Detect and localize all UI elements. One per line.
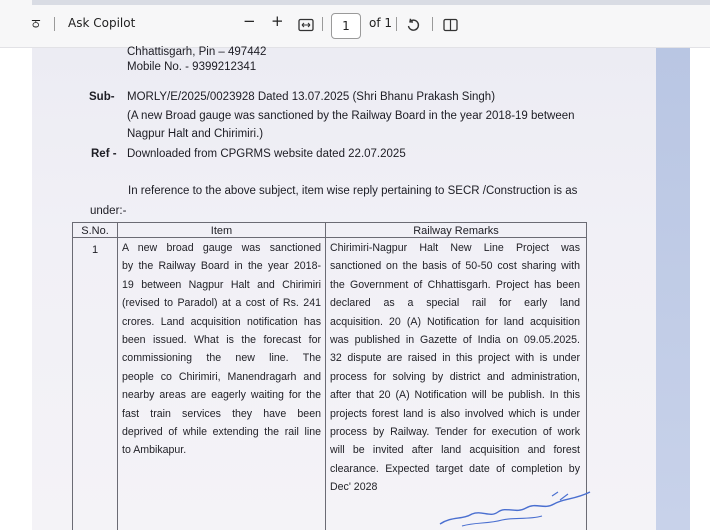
toolbar-separator (432, 17, 433, 31)
fit-width-icon[interactable] (298, 18, 314, 32)
rotate-icon[interactable] (405, 17, 421, 33)
remark-line: sanctioned on the basis of 50-50 cost sharing with (330, 260, 580, 273)
toolbar-separator (396, 17, 397, 31)
remark-line: was published in Gazette of India on 09.05.2025. (330, 334, 580, 347)
remark-line: the Government of Chhattisgarh. Project has been (330, 278, 580, 291)
remark-line: after that 20 (A) Notification will be publish. In this (330, 389, 580, 402)
pdf-toolbar (0, 0, 710, 48)
item-line: A new broad gauge was sanctioned (122, 242, 321, 254)
item-line: commissioning the new line. The (122, 352, 321, 365)
item-line: people co Chirimiri, Manendragarh and (122, 370, 321, 383)
toolbar-top-strip (32, 0, 710, 5)
subject-line: (A new Broad gauge was sanctioned by the Railway Board in the year 2018-19 between (127, 110, 575, 122)
intro-line: In reference to the above subject, item wise reply pertaining to SECR /Construction is as (128, 185, 578, 197)
item-line: to Ambikapur. (122, 444, 187, 457)
item-line: fast train services they have been (122, 407, 321, 420)
ask-copilot-button[interactable]: Ask Copilot (68, 16, 136, 30)
subject-line: MORLY/E/2025/0023928 Dated 13.07.2025 (Shri Bhanu Prakash Singh) (127, 91, 496, 103)
viewer-left-margin (0, 48, 32, 530)
item-line: been issued. What is the forecast for (122, 334, 321, 347)
remark-line: Dec' 2028 (330, 481, 378, 494)
toolbar-separator (322, 17, 323, 31)
subject-line: Nagpur Halt and Chirimiri.) (127, 128, 264, 140)
scanned-letter-page (32, 48, 656, 530)
remark-line: acquisition. 20 (A) Notification for land acquisition (330, 315, 580, 328)
table-border-left (72, 222, 73, 530)
viewer-right-panel (656, 48, 690, 530)
item-line: nearby areas are eagerly waiting for the (122, 389, 321, 402)
item-line: by the Railway Board in the year 2018- (122, 260, 321, 273)
page-number-input[interactable]: 1 (331, 13, 361, 39)
item-line: (revised to Paradol) at a cost of Rs. 241 (122, 297, 321, 310)
table-col-divider (117, 222, 118, 530)
item-line: 19 between Nagpur Halt and Chirimiri (122, 278, 321, 291)
remark-line: projects forest land is also involved which is under (330, 407, 580, 420)
row-sno: 1 (91, 244, 99, 256)
header-remarks: Railway Remarks (413, 225, 499, 237)
zoom-out-button[interactable]: − (243, 12, 256, 30)
dual-page-icon[interactable] (443, 18, 458, 32)
toolbar-glyph[interactable]: ਠ (32, 16, 40, 30)
remark-line: process by Railway. Tender for execution of work (330, 426, 580, 439)
row-item-text (122, 239, 321, 460)
remark-line: Chirimiri-Nagpur Halt New Line Project was (330, 242, 580, 254)
remark-line: 32 dispute are raised in this project with is under (330, 352, 580, 365)
toolbar-separator (54, 17, 55, 31)
intro-line: under:- (90, 205, 127, 217)
reference-label: Ref - (91, 148, 117, 160)
table-border-top (72, 222, 587, 223)
table-border-right (586, 222, 587, 530)
row-remarks-text (330, 239, 580, 497)
remark-line: process for solving by district and administration, (330, 370, 580, 383)
document-viewport[interactable] (0, 48, 710, 530)
remark-line: clearance. Expected target date of completion by (330, 462, 580, 475)
item-line: deprived of while extending the rail line (122, 426, 321, 439)
subject-label: Sub- (89, 91, 115, 103)
header-item: Item (210, 225, 233, 237)
handwritten-signature (432, 486, 602, 530)
remark-line: declared as a special rail for early land (330, 297, 580, 310)
remark-line: will be invited after land acquisition and forest (330, 444, 580, 457)
viewer-right-edge (690, 48, 710, 530)
mobile-line: Mobile No. - 9399212341 (127, 61, 257, 73)
page-total-label: of 1 (369, 16, 393, 30)
zoom-in-button[interactable]: + (271, 12, 284, 30)
table-col-divider (325, 222, 326, 530)
address-line: Chhattisgarh, Pin – 497442 (127, 46, 267, 58)
header-sno: S.No. (81, 225, 109, 237)
item-line: crores. Land acquisition notification has (122, 315, 321, 328)
reference-line: Downloaded from CPGRMS website dated 22.07.2025 (127, 148, 406, 160)
